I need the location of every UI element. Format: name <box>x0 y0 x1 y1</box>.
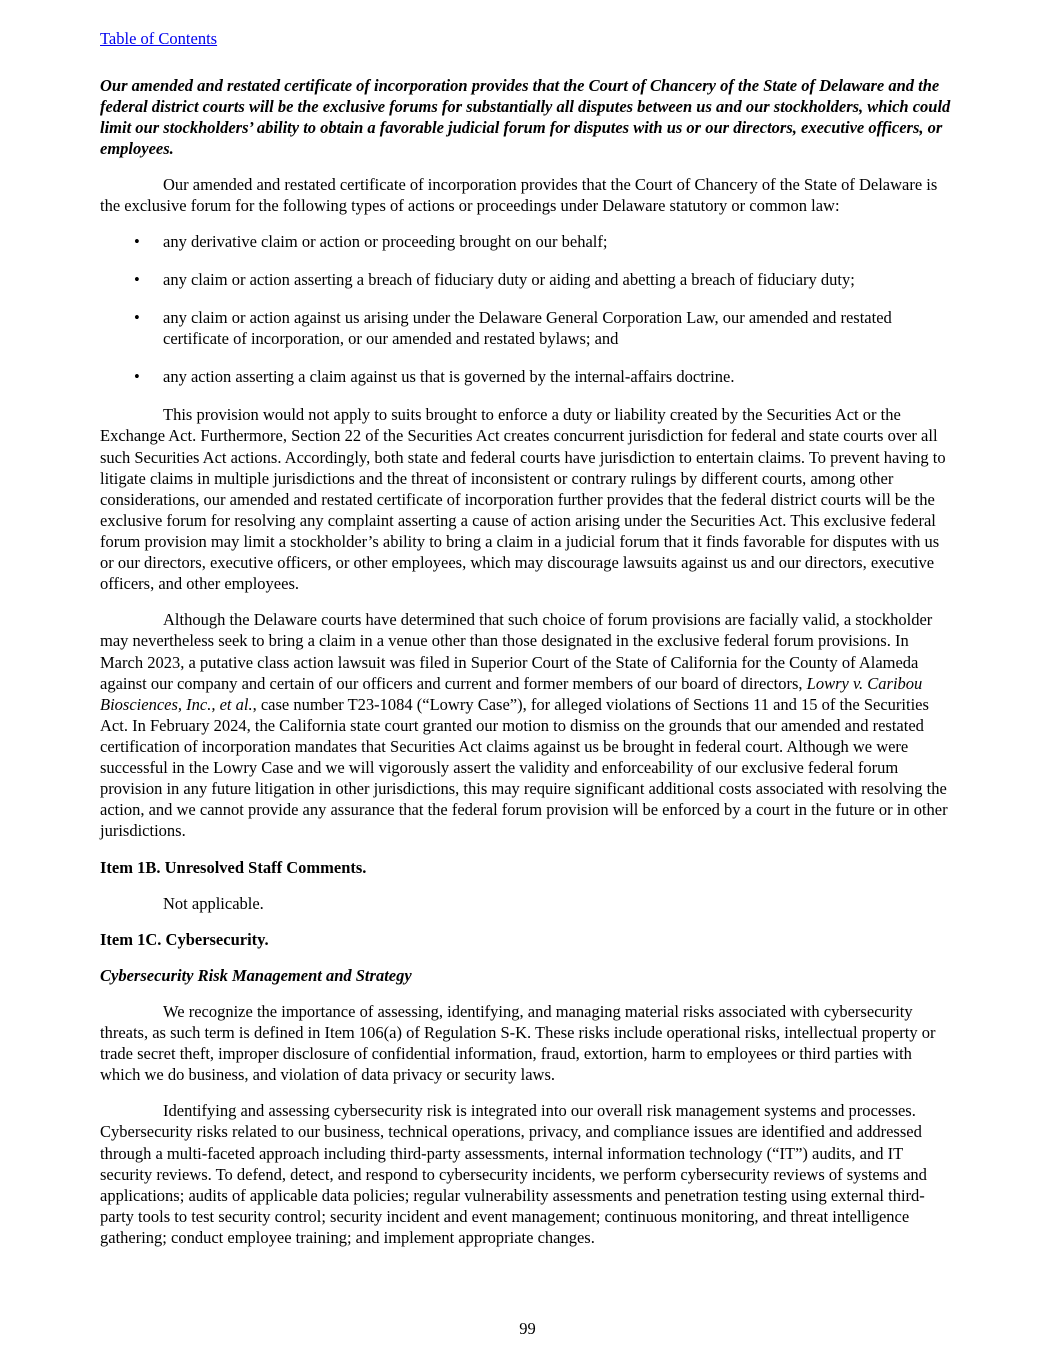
lowry-case-citation: Lowry v. Caribou Biosciences, Inc., et al. <box>100 673 923 714</box>
heading-item-1b: Item 1B. Unresolved Staff Comments. <box>100 857 367 877</box>
risk-factor-heading: Our amended and restated certificate of incorporation provides that the Court of Chancery of the State of Delaware and the federal district courts will be the exclusive forums for substantially all disputes between us and our stockholders, which could limit our stockholders’ ability to obtain a favorable judicial forum for disputes with us or our directors, executive officers, or employees. <box>100 76 951 159</box>
paragraph-not-applicable: Not applicable. <box>163 893 264 913</box>
list-item: • any claim or action against us arising under the Delaware General Corporation Law, our amended and restated certificate of incorporation, or our amended and restated bylaws; and <box>100 307 955 349</box>
paragraph-lowry-case <box>100 609 955 841</box>
paragraph-securities-act-provision: This provision would not apply to suits brought to enforce a duty or liability created by the Securities Act or the Exchange Act. Furthermore, Section 22 of the Securities Act creates concurrent jurisdiction for federal and state courts over all such Securities Act actions. Accordingly, both state and federal courts have jurisdiction to entertain claims. To prevent having to litigate claims in multiple jurisdictions and the threat of inconsistent or contrary rulings by different courts, among other considerations, our amended and restated certificate of incorporation further provides that the federal district courts will be the exclusive forum for resolving any complaint asserting a cause of action arising under the Securities Act. This exclusive federal forum provision may limit a stockholder’s ability to bring a claim in a judicial forum that it finds favorable for disputes with us or our directors, executive officers, or other employees, which may discourage lawsuits against us and our directors, executive officers, and other employees. <box>100 405 946 594</box>
list-item: • any action asserting a claim against us that is governed by the internal-affairs doctrine. <box>100 366 955 387</box>
subheading-cybersecurity-risk-management: Cybersecurity Risk Management and Strategy <box>100 965 412 985</box>
forum-actions-list <box>100 231 955 388</box>
page-number: 99 <box>519 1318 536 1338</box>
heading-item-1c: Item 1C. Cybersecurity. <box>100 929 269 949</box>
list-item: • any claim or action asserting a breach of fiduciary duty or aiding and abetting a breach of fiduciary duty; <box>100 269 955 290</box>
list-item: • any derivative claim or action or proceeding brought on our behalf; <box>100 231 955 252</box>
paragraph-exclusive-forum-intro: Our amended and restated certificate of incorporation provides that the Court of Chancery of the State of Delaware is the exclusive forum for the following types of actions or proceedings under Delaware statutory or common law: <box>100 174 938 215</box>
lowry-text-before: Although the Delaware courts have determined that such choice of forum provisions are facially valid, a stockholder may nevertheless seek to bring a claim in a venue other than those designated in the exclusive federal forum provisions. In March 2023, a putative class action lawsuit was filed in Superior Court of the State of California for the County of Alameda against our company and certain of our officers and current and former members of our board of directors, <box>100 610 933 693</box>
paragraph-cybersecurity-identify: Identifying and assessing cybersecurity risk is integrated into our overall risk management systems and processes. Cybersecurity risks related to our business, technical operations, privacy, and compliance issues are identified and addressed through a multi-faceted approach including third-party assessments, internal information technology (“IT”) audits, and IT security reviews. To defend, detect, and respond to cybersecurity incidents, we perform cybersecurity reviews of systems and applications; audits of applicable data policies; regular vulnerability assessments and penetration testing using external third-party tools to test security control; security incident and event management; continuous monitoring, and threat intelligence gathering; conduct employee training; and implement appropriate changes. <box>100 1101 927 1248</box>
table-of-contents-link[interactable]: Table of Contents <box>100 29 218 48</box>
lowry-text-after: , case number T23-1084 (“Lowry Case”), for alleged violations of Sections 11 and 15 of the Securities Act. In February 2024, the California state court granted our motion to dismiss on the grounds that our amended and restated certification of incorporation mandates that Securities Act claims against us be brought in federal court. Although we were successful in the Lowry Case and we will vigorously assert the validity and enforceability of our exclusive federal forum provision in any future litigation in other jurisdictions, this may require significant additional costs associated with resolving the action, and we cannot provide any assurance that the federal forum provision will be enforced by a court in the future or in other jurisdictions. <box>100 694 948 841</box>
paragraph-cybersecurity-recognize: We recognize the importance of assessing, identifying, and managing material risks associated with cybersecurity threats, as such term is defined in Item 106(a) of Regulation S-K. These risks include operational risks, intellectual property or trade secret theft, improper disclosure of confidential information, fraud, extortion, harm to employees or third parties with which we do business, and violation of data privacy or security laws. <box>100 1001 936 1085</box>
